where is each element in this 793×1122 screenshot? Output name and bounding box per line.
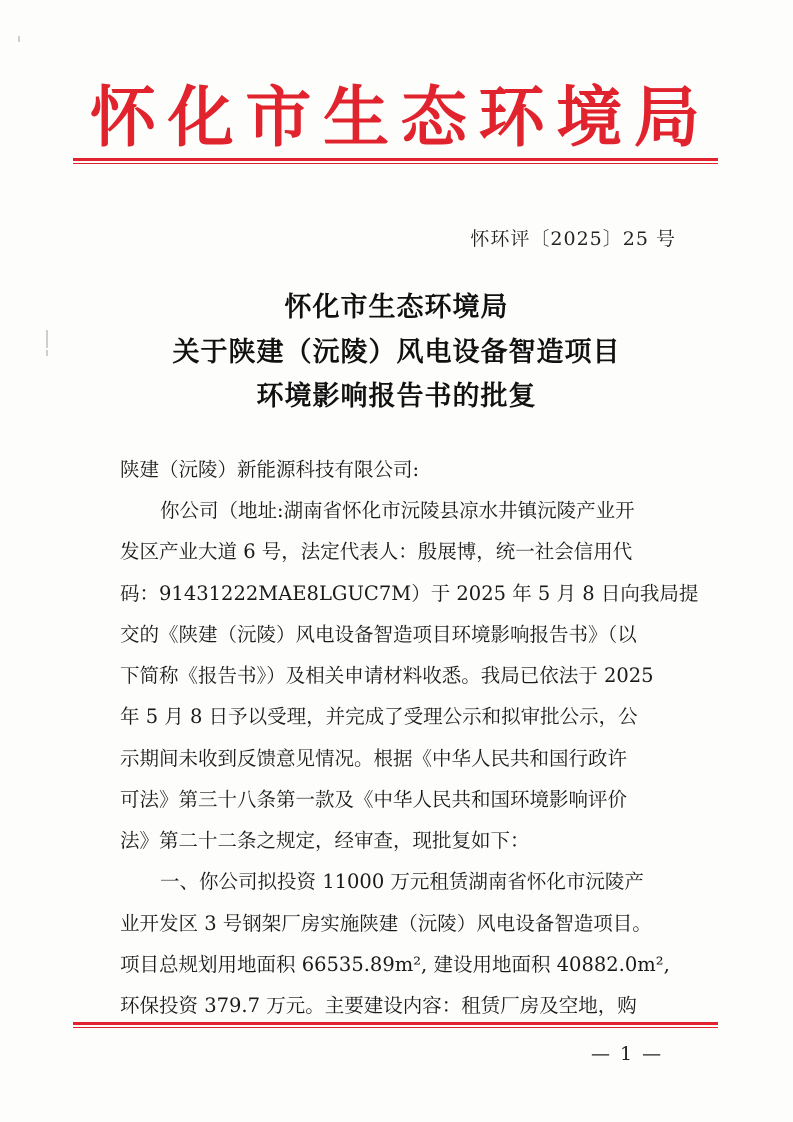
masthead-org-name bbox=[90, 78, 700, 158]
body-line: 业开发区 3 号钢架厂房实施陕建（沅陵）风电设备智造项目。 bbox=[120, 912, 652, 935]
title-line-1: 怀化市生态环境局 bbox=[284, 292, 509, 323]
body-line: 你公司（地址:湖南省怀化市沅陵县凉水井镇沅陵产业开 bbox=[160, 499, 635, 522]
masthead-char: 化 bbox=[167, 79, 234, 156]
masthead-char: 局 bbox=[633, 79, 700, 156]
body-line: 示期间未收到反馈意见情况。根据《中华人民共和国行政许 bbox=[120, 747, 628, 770]
body-line: 下简称《报告书》）及相关申请材料收悉。我局已依法于 2025 bbox=[120, 664, 654, 687]
scan-mark bbox=[18, 36, 20, 42]
page-number: — 1 — bbox=[591, 1043, 664, 1065]
masthead-char: 怀 bbox=[90, 79, 156, 156]
masthead-char: 境 bbox=[556, 79, 623, 156]
body-line: 码：91431222MAE8LGUC7M）于 2025 年 5 月 8 日向我局提 bbox=[120, 582, 699, 605]
body-line: 项目总规划用地面积 66535.89m², 建设用地面积 40882.0m², bbox=[120, 953, 670, 976]
footer-red-rule bbox=[73, 1022, 718, 1025]
title-line-3: 环境影响报告书的批复 bbox=[256, 381, 537, 412]
body-line: 年 5 月 8 日予以受理，并完成了受理公示和拟审批公示，公 bbox=[120, 705, 638, 728]
footer-red-rule-thin bbox=[73, 1027, 718, 1028]
document-number: 怀环评〔2025〕25 号 bbox=[470, 228, 676, 250]
masthead-char: 生 bbox=[323, 79, 390, 156]
addressee: 陕建（沅陵）新能源科技有限公司: bbox=[120, 458, 420, 481]
masthead-char: 环 bbox=[478, 79, 545, 156]
header-red-rule-thin bbox=[73, 163, 718, 164]
body-line: 可法》第三十八条第一款及《中华人民共和国环境影响评价 bbox=[120, 788, 628, 811]
body-line: 一、你公司拟投资 11000 万元租赁湖南省怀化市沅陵产 bbox=[160, 870, 644, 893]
body-line: 发区产业大道 6 号，法定代表人：殷展博，统一社会信用代 bbox=[120, 540, 633, 563]
body-line: 交的《陕建（沅陵）风电设备智造项目环境影响报告书》（以 bbox=[120, 623, 637, 646]
body-line: 法》第二十二条之规定，经审查，现批复如下： bbox=[120, 829, 530, 852]
header-red-rule bbox=[73, 158, 718, 161]
title-line-2: 关于陕建（沅陵）风电设备智造项目 bbox=[172, 337, 621, 368]
masthead-char: 态 bbox=[400, 79, 467, 156]
masthead-char: 市 bbox=[245, 79, 312, 156]
body-line: 环保投资 379.7 万元。主要建设内容：租赁厂房及空地，购 bbox=[120, 994, 637, 1017]
